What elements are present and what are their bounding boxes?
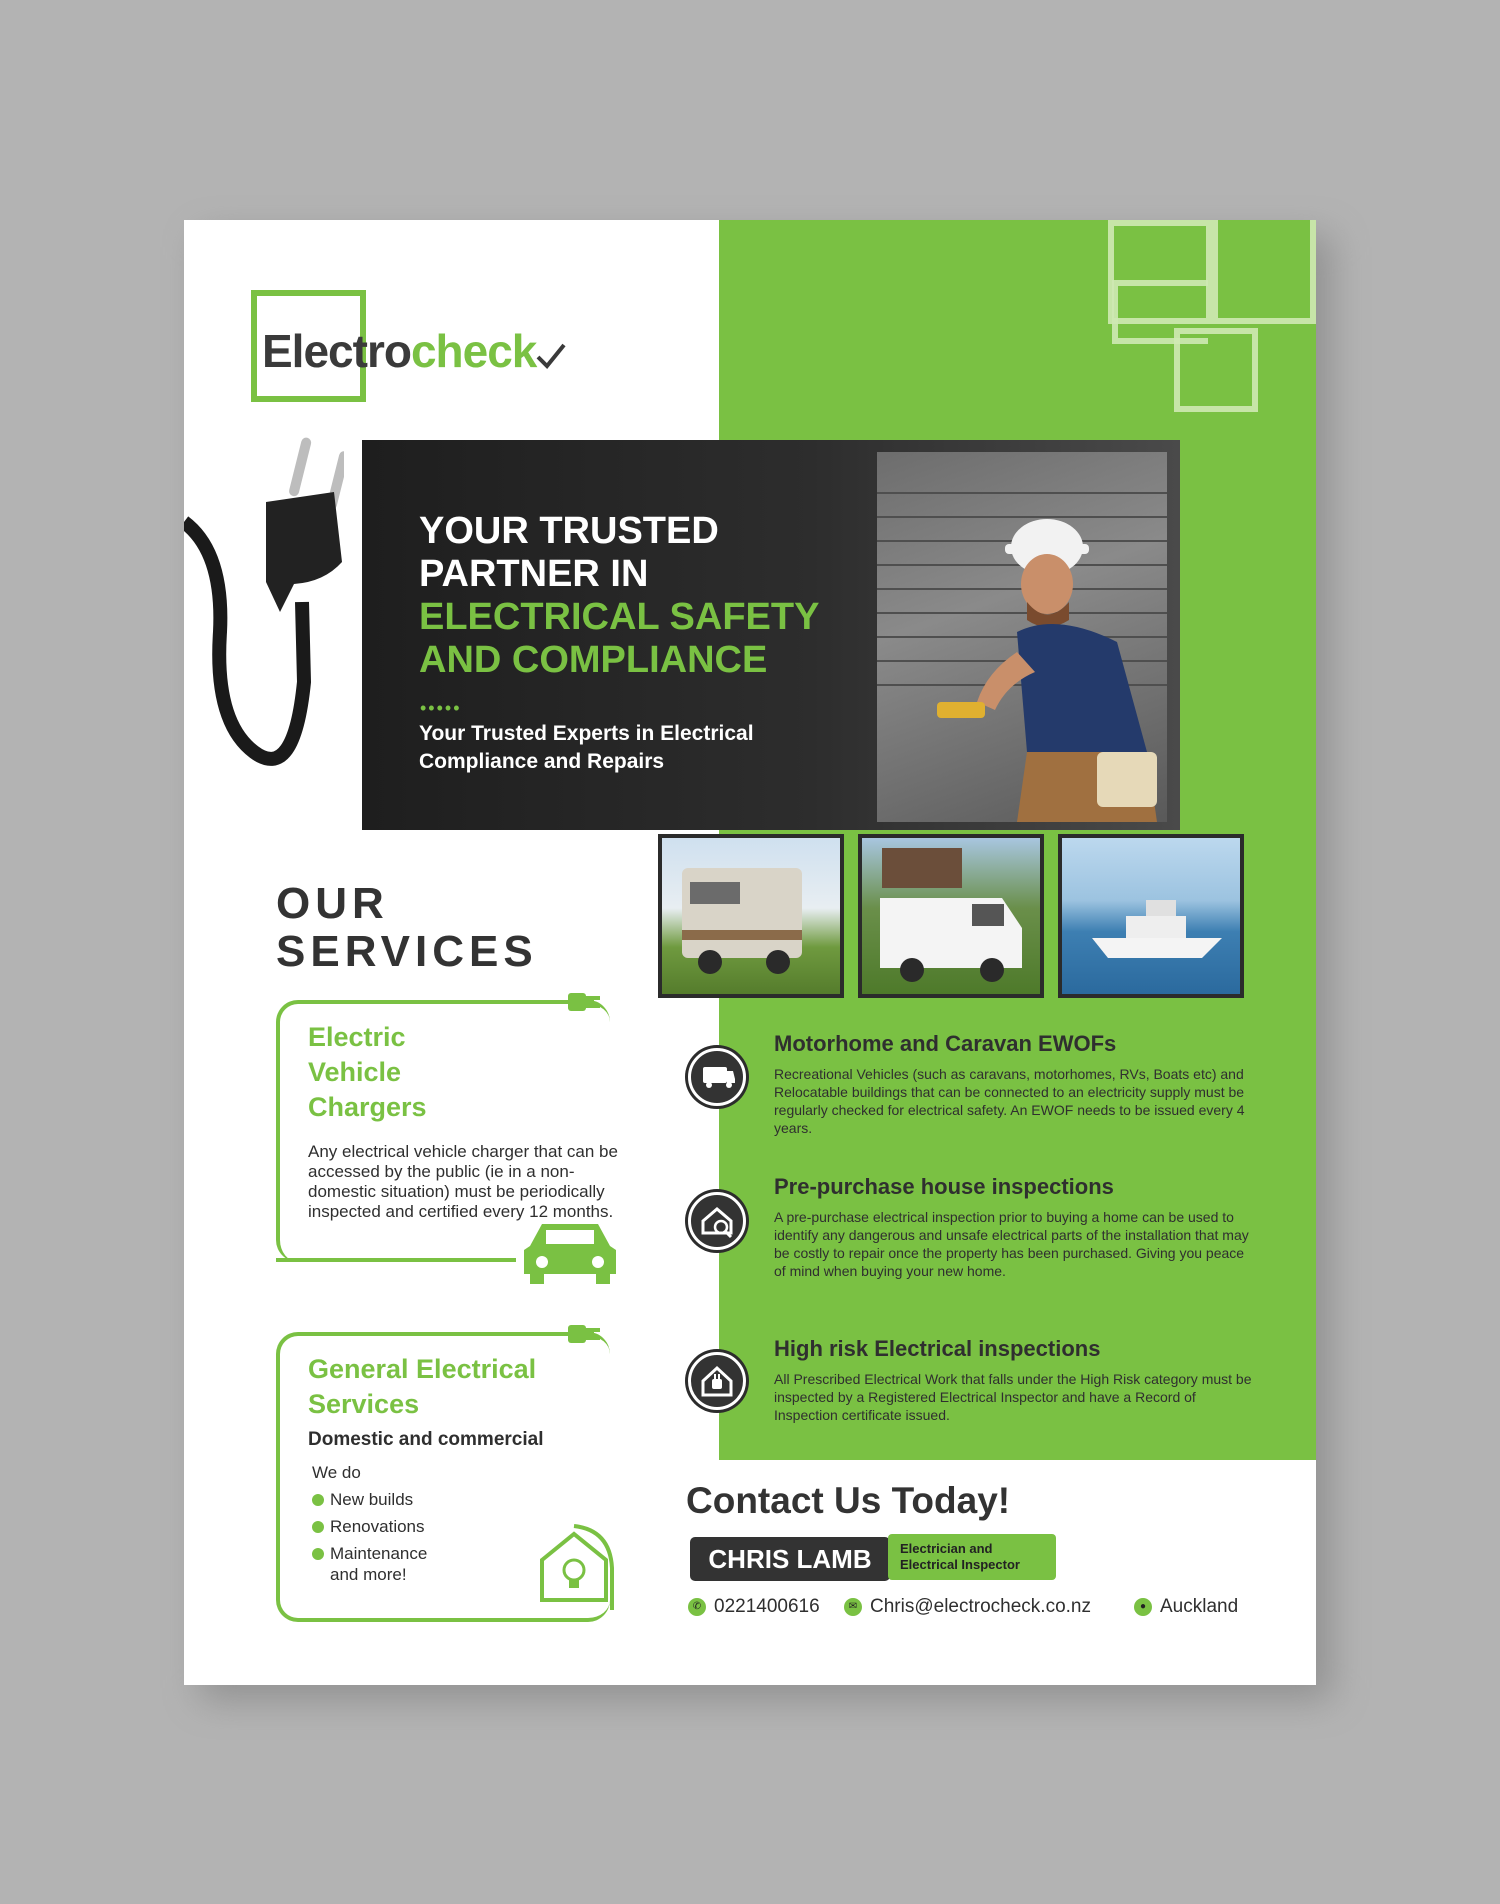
plug-line [304, 1332, 594, 1336]
house-inspection-icon [688, 1192, 746, 1250]
electrician-photo [877, 452, 1167, 822]
ev-card-title-line: Vehicle [308, 1057, 402, 1087]
contact-role [888, 1534, 1056, 1580]
logo-text-check: check [410, 325, 537, 377]
general-card-title [308, 1352, 536, 1422]
contact-location [1134, 1596, 1238, 1618]
check-icon [312, 1494, 324, 1506]
service-text: A pre-purchase electrical inspection prior to buying a home can be used to identify any dangerous and unsafe electrical parts of the installation that may be costly to repair once the property has been purchased. Giving you peace of mind when buying your new home. [774, 1209, 1249, 1279]
ev-card-title-line: Chargers [308, 1092, 427, 1122]
house-lightbulb-icon [534, 1520, 614, 1610]
service-text: All Prescribed Electrical Work that falls under the High Risk category must be inspected by a Registered Electrical Inspector and have a Record of Inspection certificate issued. [774, 1371, 1252, 1423]
campervan-photo [858, 834, 1044, 998]
contact-email-text: Chris@electrocheck.co.nz [870, 1596, 1091, 1617]
list-item [312, 1517, 425, 1537]
flyer-page [184, 220, 1316, 1685]
motorhome-icon [688, 1048, 746, 1106]
check-icon [312, 1548, 324, 1560]
general-card-title-line: Services [308, 1389, 420, 1419]
plug-line [304, 1000, 594, 1004]
ev-card-text: Any electrical vehicle charger that can be accessed by the public (ie in a non-domestic situation) must be periodically inspected and certified every 12 months. [308, 1142, 618, 1221]
general-card-title-line: General Electrical [308, 1354, 537, 1384]
contact-location-text: Auckland [1160, 1596, 1239, 1617]
service-text: Recreational Vehicles (such as caravans, motorhomes, RVs, Boats etc) and Relocatable buildings that can be connected to an electricity supply must be regularly checked for electrical safety. An EWOF needs to be issued every 4 years. [774, 1066, 1245, 1136]
list-item [312, 1490, 413, 1510]
contact-email[interactable] [844, 1596, 1091, 1618]
power-plug-icon [184, 432, 344, 822]
contact-heading: Contact Us Today! [686, 1480, 1011, 1521]
electrician-figure [877, 452, 1167, 822]
services-heading-line: OUR [276, 879, 389, 928]
list-item-label: Maintenance [330, 1544, 428, 1563]
house-plug-icon [688, 1352, 746, 1410]
hero-title-line: AND COMPLIANCE [419, 639, 768, 681]
location-icon: ● [1134, 1598, 1152, 1616]
contact-role-line: Electrical Inspector [900, 1557, 1020, 1572]
hero-title-line: ELECTRICAL SAFETY [419, 596, 820, 638]
list-item [312, 1544, 427, 1564]
services-heading [276, 880, 538, 976]
hero-subtitle: Your Trusted Experts in Electrical Compliance and Repairs [419, 722, 754, 773]
plug-icon [568, 1319, 602, 1349]
email-icon: ✉ [844, 1598, 862, 1616]
list-item-label: and more! [330, 1565, 407, 1584]
plug-icon [568, 987, 602, 1017]
services-heading-line: SERVICES [276, 927, 538, 976]
list-item-label: Renovations [330, 1517, 425, 1536]
boat-photo [1058, 834, 1244, 998]
list-item-label: New builds [330, 1490, 414, 1509]
hero-title-line: PARTNER IN [419, 553, 649, 595]
campervan-illustration [862, 838, 1044, 998]
hero-title-line: YOUR TRUSTED [419, 510, 719, 552]
contact-role-line: Electrician and [900, 1541, 993, 1556]
logo [262, 324, 566, 378]
general-card-subtitle: Domestic and commercial [308, 1429, 544, 1450]
contact-name: CHRIS LAMB [690, 1537, 890, 1581]
checkmark-icon [536, 341, 566, 371]
service-title: High risk Electrical inspections [774, 1336, 1101, 1361]
ev-card-title-line: Electric [308, 1022, 406, 1052]
plug-line [276, 1258, 516, 1262]
decor-square [1174, 328, 1258, 412]
contact-phone-text: 0221400616 [714, 1596, 820, 1617]
service-title: Motorhome and Caravan EWOFs [774, 1031, 1117, 1056]
motorhome-illustration [662, 838, 844, 998]
hero-dots: ••••• [420, 698, 462, 718]
service-title: Pre-purchase house inspections [774, 1174, 1114, 1199]
car-icon [520, 1216, 620, 1286]
check-icon [312, 1521, 324, 1533]
contact-phone[interactable] [688, 1596, 820, 1618]
boat-illustration [1062, 838, 1244, 998]
general-card-intro: We do [312, 1463, 361, 1482]
decor-square [1212, 220, 1316, 324]
hero-title [419, 510, 819, 682]
motorhome-photo [658, 834, 844, 998]
ev-card-title [308, 1020, 427, 1125]
phone-icon: ✆ [688, 1598, 706, 1616]
logo-text-electro: Electro [262, 325, 411, 377]
